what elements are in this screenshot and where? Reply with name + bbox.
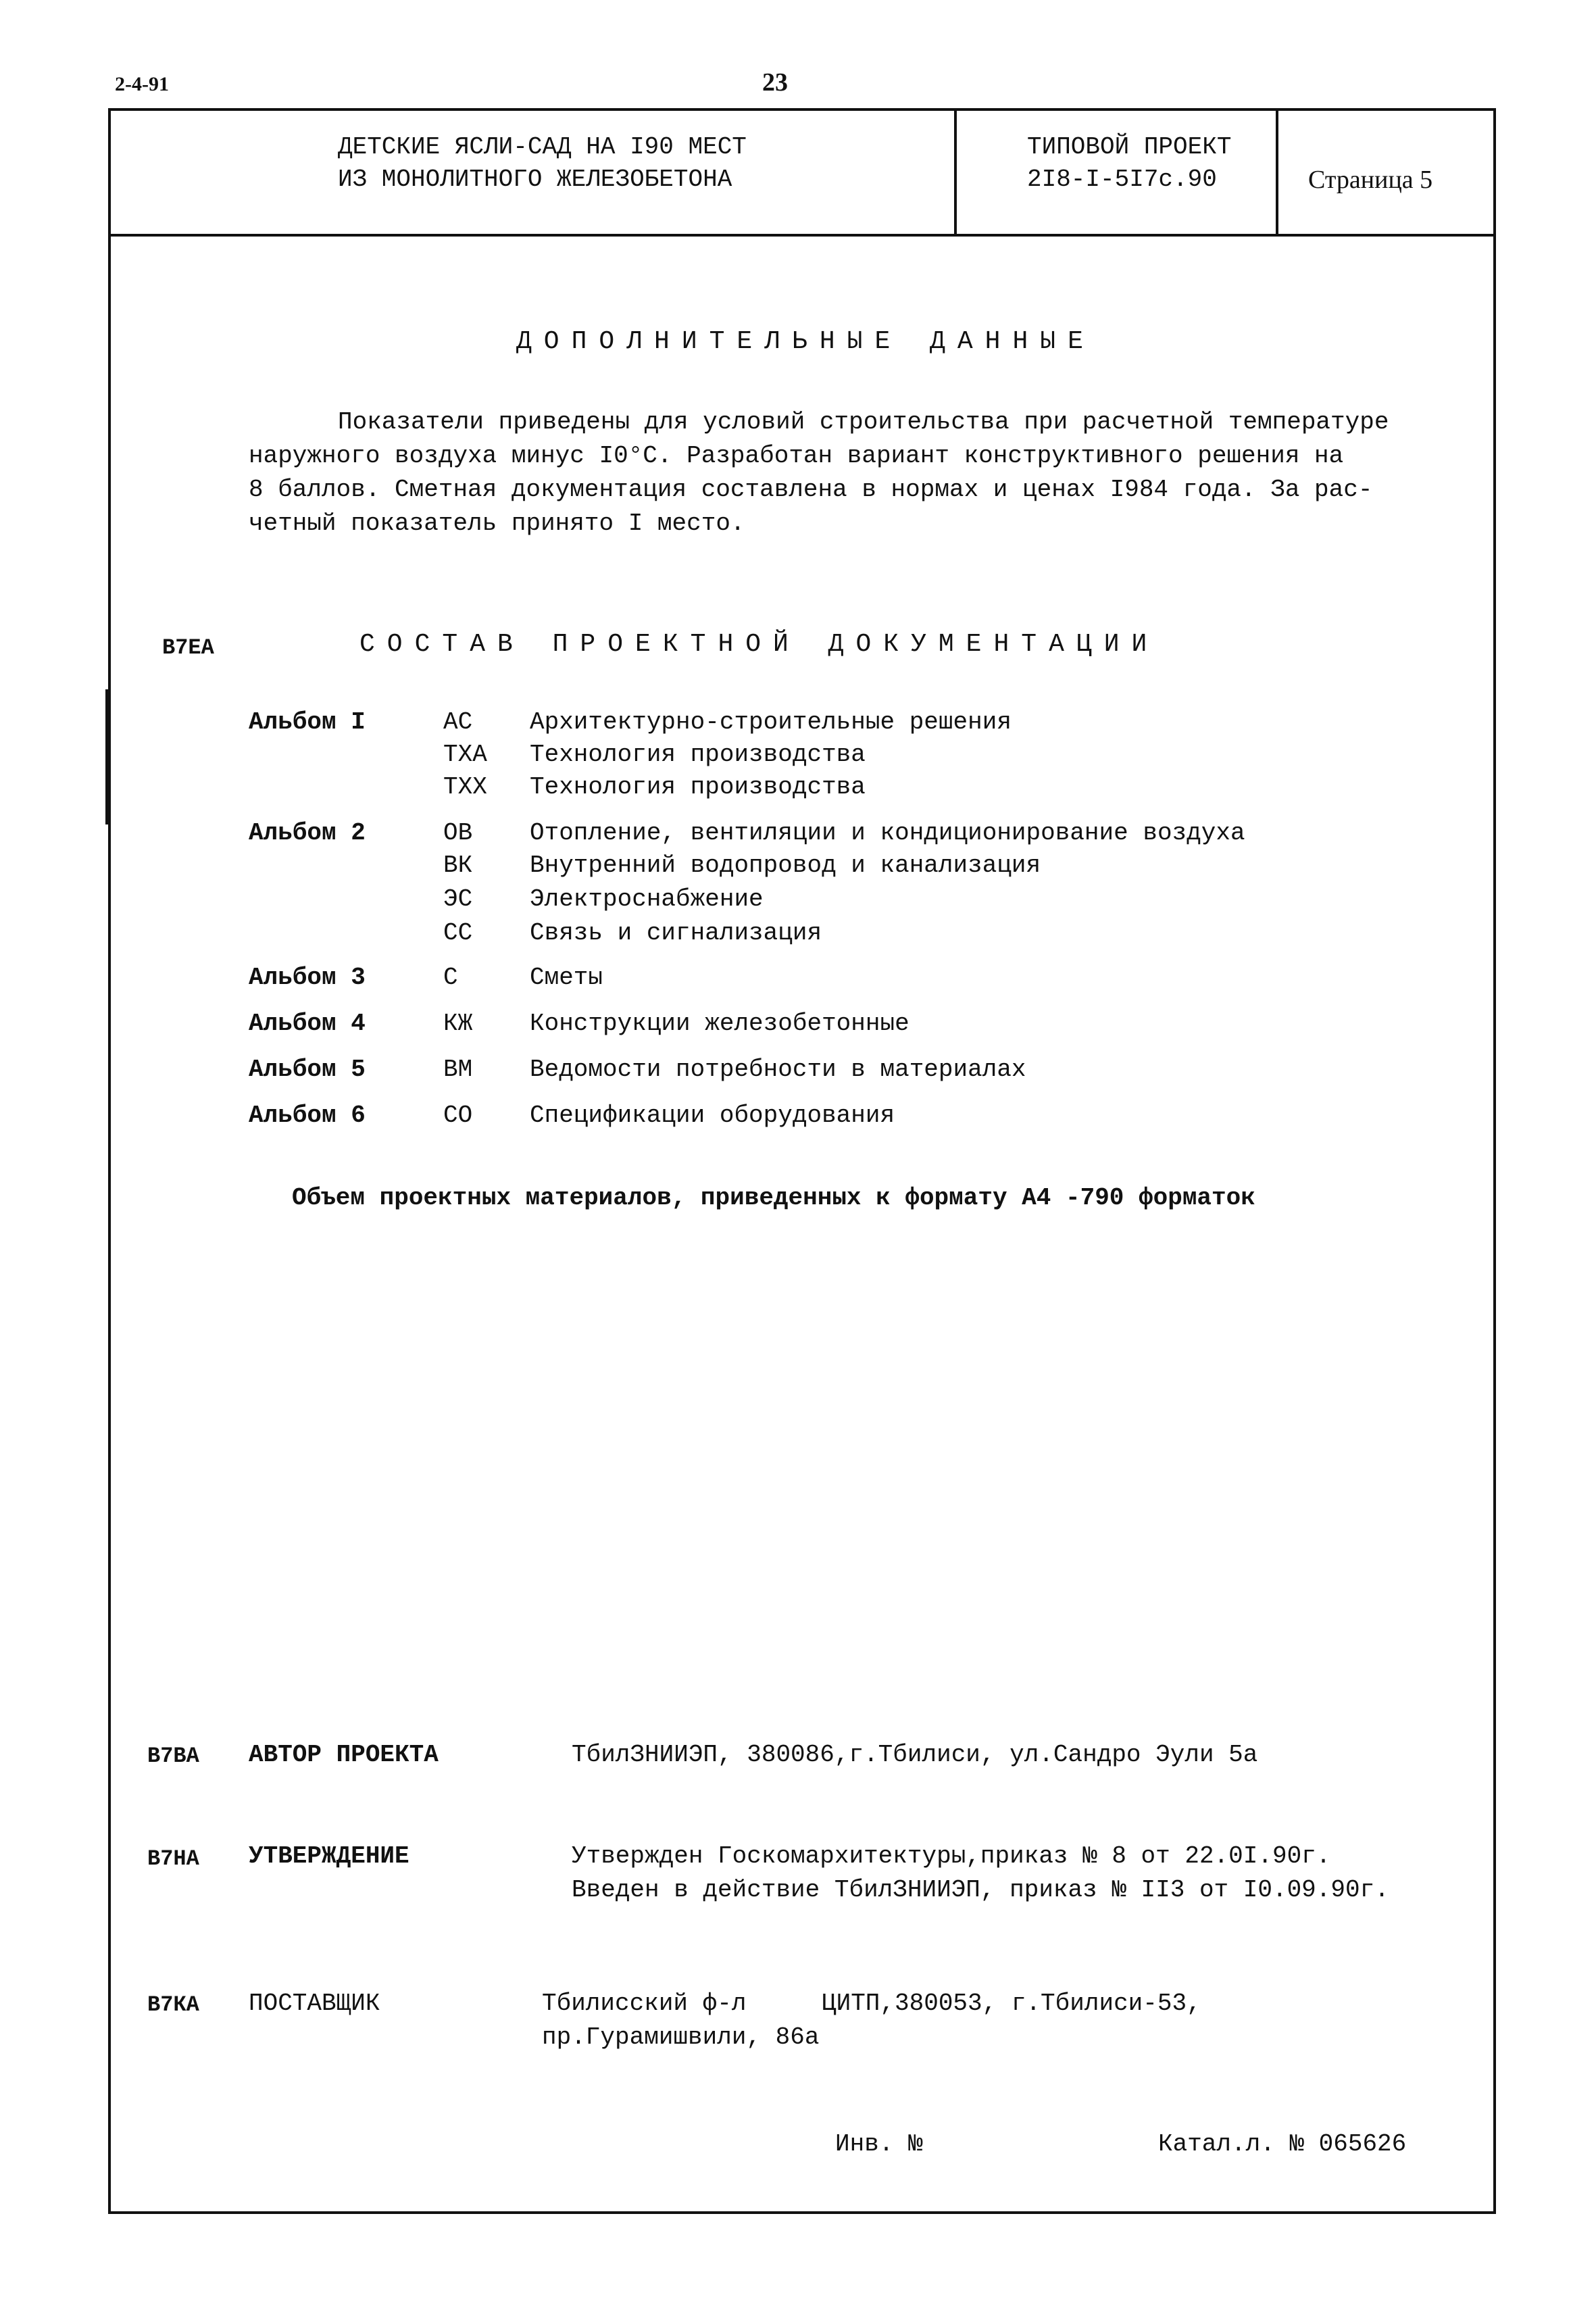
paragraph-line: Показатели приведены для условий строительства при расчетной температуре <box>338 408 1389 436</box>
title-block-divider <box>1276 108 1278 234</box>
project-number: 2I8-I-5I7с.90 <box>1027 166 1217 193</box>
album-title: Отопление, вентиляции и кондиционирование воздуха <box>530 819 1245 847</box>
catalog-number: Катал.л. № 065626 <box>1158 2130 1407 2158</box>
title-block-divider <box>954 108 957 234</box>
album-label: Альбом 5 <box>249 1056 366 1083</box>
album-title: Ведомости потребности в материалах <box>530 1056 1026 1083</box>
author-code: В7ВА <box>147 1744 199 1769</box>
album-code: ОВ <box>443 819 473 847</box>
inventory-number: Инв. № <box>835 2130 923 2158</box>
album-code: ТХХ <box>443 773 487 801</box>
margin-mark <box>105 689 108 824</box>
approval-line1: Утвержден Госкомархитектуры,приказ № 8 от 22.0I.90г. <box>572 1842 1331 1870</box>
album-title: Связь и сигнализация <box>530 919 822 947</box>
page-label: Страница 5 <box>1308 166 1433 194</box>
project-title-line2: ИЗ МОНОЛИТНОГО ЖЕЛЕЗОБЕТОНА <box>338 166 732 193</box>
approval-line2: Введен в действие ТбилЗНИИЭП, приказ № II3 от I0.09.90г. <box>572 1876 1389 1904</box>
project-type: ТИПОВОЙ ПРОЕКТ <box>1027 133 1232 161</box>
album-label: Альбом I <box>249 708 366 736</box>
supplier-address: ЦИТП,380053, г.Тбилиси-53, <box>822 1990 1201 2017</box>
album-code: ЭС <box>443 885 473 913</box>
project-title-line1: ДЕТСКИЕ ЯСЛИ-САД НА I90 МЕСТ <box>338 133 747 161</box>
author-text: ТбилЗНИИЭП, 380086,г.Тбилиси, ул.Сандро Эули 5а <box>572 1741 1258 1769</box>
album-label: Альбом 3 <box>249 964 366 991</box>
album-title: Технология производства <box>530 773 866 801</box>
documentation-volume: Объем проектных материалов, приведенных к формату А4 -790 форматок <box>292 1184 1255 1212</box>
album-title: Внутренний водопровод и канализация <box>530 852 1041 879</box>
supplier-code: В7КА <box>147 1992 199 2017</box>
title-block <box>108 108 1496 237</box>
supplier-name: Тбилисский ф-л <box>542 1990 747 2017</box>
album-title: Электроснабжение <box>530 885 764 913</box>
paragraph-line: 8 баллов. Сметная документация составлена в нормах и ценах I984 года. За рас- <box>249 476 1373 503</box>
paragraph-line: четный показатель принято I место. <box>249 510 745 537</box>
document-code: 2-4-91 <box>115 73 169 95</box>
composition-heading: СОСТАВ ПРОЕКТНОЙ ДОКУМЕНТАЦИИ <box>359 630 1159 659</box>
supplier-label: ПОСТАВЩИК <box>249 1990 380 2017</box>
album-code: АС <box>443 708 473 736</box>
album-label: Альбом 2 <box>249 819 366 847</box>
album-code: ТХА <box>443 741 487 768</box>
album-label: Альбом 4 <box>249 1010 366 1037</box>
album-code: С <box>443 964 458 991</box>
approval-label: УТВЕРЖДЕНИЕ <box>249 1842 409 1870</box>
sheet-number: 23 <box>762 68 788 97</box>
album-code: СС <box>443 919 473 947</box>
paragraph-line: наружного воздуха минус I0°С. Разработан вариант конструктивного решения на <box>249 442 1344 470</box>
additional-data-heading: ДОПОЛНИТЕЛЬНЫЕ ДАННЫЕ <box>516 327 1095 356</box>
album-label: Альбом 6 <box>249 1102 366 1129</box>
album-title: Архитектурно-строительные решения <box>530 708 1012 736</box>
album-code: СО <box>443 1102 473 1129</box>
album-title: Сметы <box>530 964 603 991</box>
album-code: ВК <box>443 852 473 879</box>
album-code: КЖ <box>443 1010 473 1037</box>
author-label: АВТОР ПРОЕКТА <box>249 1741 439 1769</box>
supplier-address-line2: пр.Гурамишвили, 86а <box>542 2023 820 2051</box>
composition-code: В7ЕА <box>162 635 214 660</box>
album-code: ВМ <box>443 1056 473 1083</box>
album-title: Спецификации оборудования <box>530 1102 895 1129</box>
album-title: Конструкции железобетонные <box>530 1010 909 1037</box>
approval-code: В7НА <box>147 1846 199 1871</box>
album-title: Технология производства <box>530 741 866 768</box>
